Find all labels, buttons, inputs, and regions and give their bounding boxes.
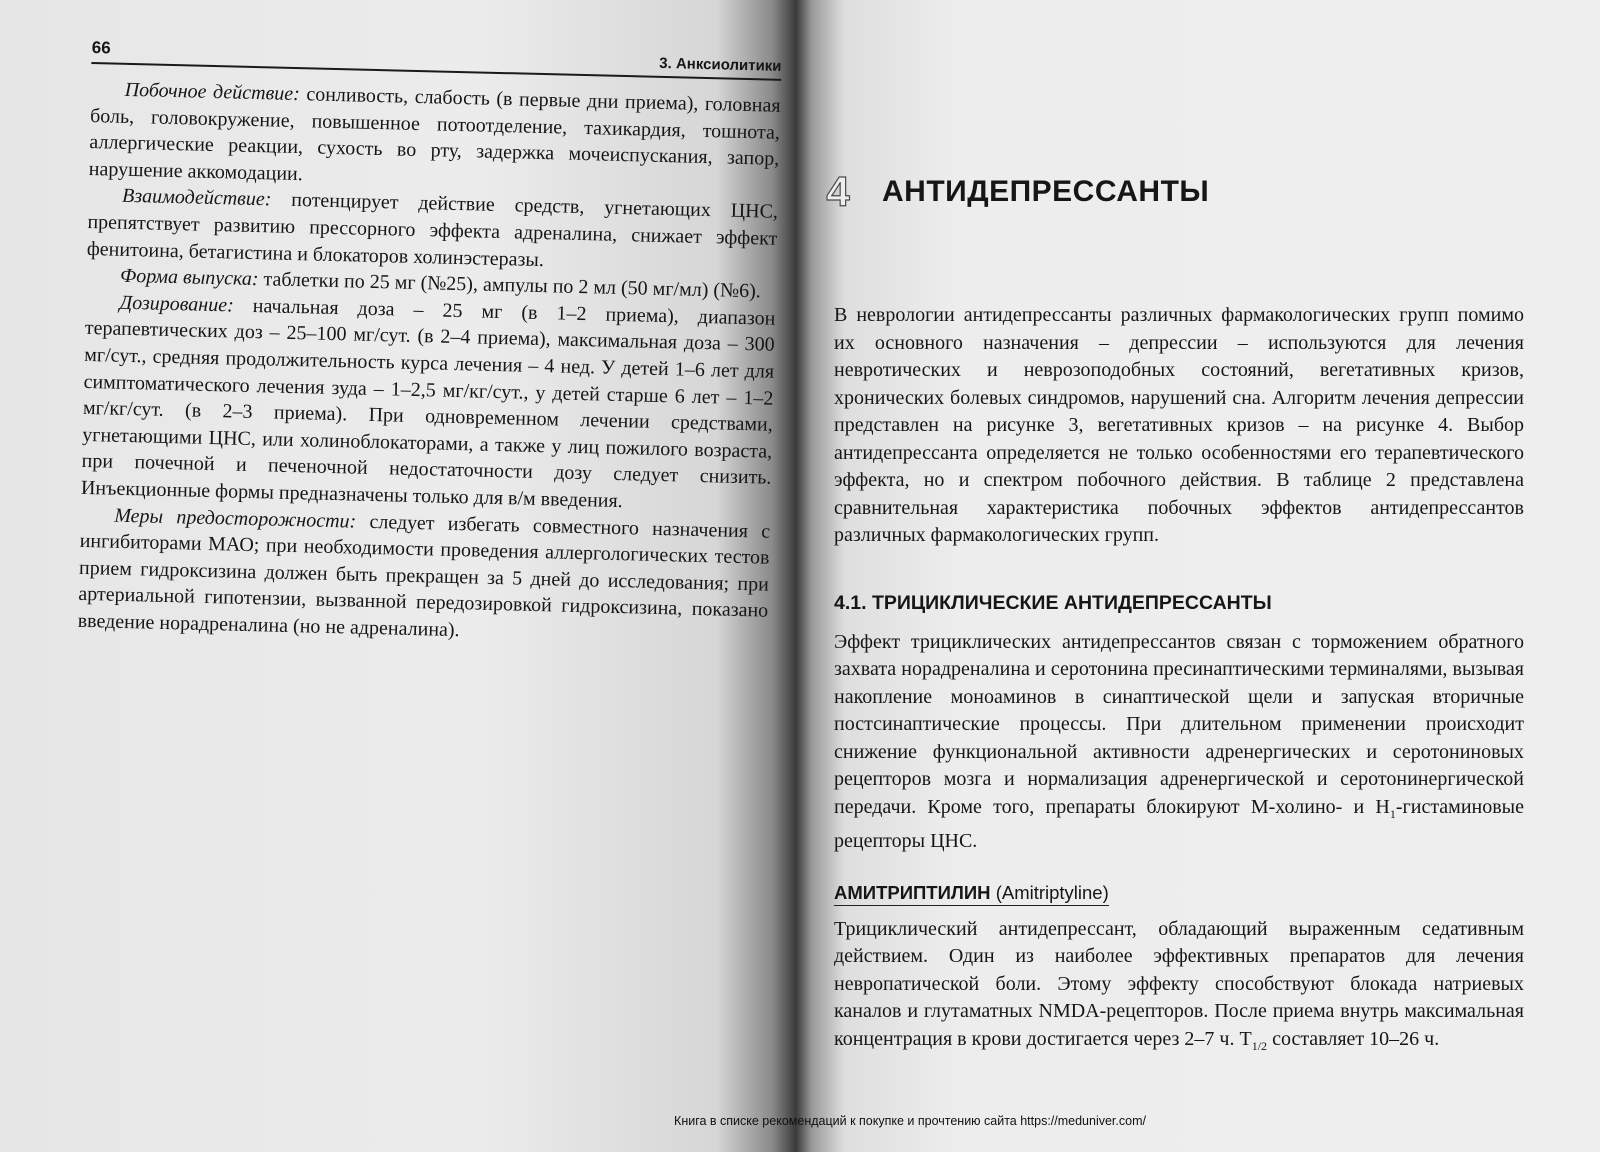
page-number: 66 — [91, 38, 111, 58]
section-title: 4.1. ТРИЦИКЛИЧЕСКИЕ АНТИДЕПРЕССАНТЫ — [834, 591, 1272, 614]
paragraph-label: Форма выпуска: — [119, 264, 259, 291]
left-page — [0, 0, 796, 1152]
section-text-part: -гистаминовые рецепторы ЦНС. — [834, 795, 1524, 852]
subscript: 1 — [1389, 806, 1396, 821]
running-head — [91, 38, 781, 81]
paragraph-label: Дозирование: — [119, 291, 235, 317]
chapter-title: АНТИДЕПРЕССАНТЫ — [882, 175, 1210, 208]
paragraph-label: Побочное действие: — [124, 78, 301, 106]
drug-text-part: Трициклический антидепрессант, обладающий выраженным седативным действием. Один из наиболее эффективных препаратов для лечения невропатической боли. Этому эффекту способствуют блокада натриевых каналов и глутаматных NMDA-рецепторов. После приема внутрь максимальная концентрация в крови достигается через 2–7 ч. Т — [834, 917, 1524, 1050]
section-text-part: Эффект трициклических антидепрессантов связан с торможением обратного захвата норадреналина и серотонина пресинаптическими терминалями, вызывая накопление моноаминов в синаптической щели и запуская вторичные постсинаптические процессы. При длительном применении происходит снижение функциональной активности адренергических и серотониновых рецепторов мозга и нормализация адренергической и серотонинергической передачи. Кроме того, препараты блокируют М-холино- и Н — [834, 630, 1524, 818]
right-page-content — [826, 168, 1524, 1060]
paragraph-text: сонливость, слабость (в первые дни приема), головная боль, головокружение, повышенное потоотделение, тахикардия, тошнота, аллергические реакции, сухость во рту, задержка мочеиспускания, запор, нарушение аккомодации. — [88, 83, 781, 185]
footer-note: Книга в списке рекомендаций к покупке и прочтению сайта https://meduniver.com/ — [674, 1114, 1146, 1128]
section-paragraph — [834, 629, 1524, 856]
chapter-number: 4 — [826, 168, 850, 215]
drug-text-part: составляет 10–26 ч. — [1267, 1027, 1440, 1050]
paragraph-side-effects — [88, 76, 780, 199]
drug-paragraph — [834, 916, 1524, 1061]
paragraph-text: потенцирует действие средств, угнетающих ЦНС, препятствует развитию прессорного эффекта адреналина, снижает эффект фенитоина, бетагистина и блокаторов холинэстеразы. — [86, 188, 779, 271]
paragraph-text: следует избегать совместного назначения с ингибиторами МАО; при необходимости проведения аллергологических тестов прием гидроксизина должен быть прекращен за 5 дней до исследования; при артериальной гипотензии, вызванной передозировкой гидроксизина, показано введение норадреналина (но не адреналина). — [77, 510, 771, 642]
drug-latin-name: (Amitriptyline) — [995, 881, 1109, 903]
paragraph-label: Взаимодействие: — [121, 185, 272, 211]
drug-heading — [834, 882, 1109, 906]
paragraph-label: Меры предосторожности: — [114, 504, 357, 533]
drug-name: АМИТРИПТИЛИН — [834, 881, 991, 903]
paragraph-dosage — [81, 289, 776, 519]
chapter-heading — [826, 168, 1524, 215]
paragraph-precautions — [77, 501, 770, 651]
paragraph-text: начальная доза – 25 мг (в 1–2 приема), диапазон терапевтических доз – 25–100 мг/сут. (в 2–4 приема), максимальная доза – 300 мг/сут., средняя продолжительность курса лечения – 4 нед. У детей 1–6 лет для симптоматического лечения зуда – 1–2,5 мг/кг/сут., у детей старше 6 лет – 1–2 мг/кг/сут. (в 2–3 приема). При одновременном лечении средствами, угнетающими ЦНС, или холиноблокаторами, а также у лиц пожилого возраста, при почечной и печеночной недостаточности дозу следует снизить. Инъекционные формы предназначены только для в/м введения. — [80, 294, 776, 513]
paragraph-text: таблетки по 25 мг (№25), ампулы по 2 мл (50 мг/мл) (№6). — [258, 268, 762, 303]
left-page-content — [77, 38, 781, 651]
chapter-label: 3. Анксиолитики — [659, 54, 782, 75]
intro-paragraph: В неврологии антидепрессанты различных фармакологических групп помимо их основного назначения – депрессии – используются для лечения невротических и неврозоподобных состояний, вегетативных кризов, хронических болевых синдромов, нарушений сна. Алгоритм лечения депрессии представлен на рисунке 3, вегетативных кризов – на рисунке 4. Выбор антидепрессанта определяется не только особенностями его терапевтического эффекта, но и спектром побочного действия. В таблице 2 представлена сравнительная характеристика побочных эффектов антидепрессантов различных фармакологических групп. — [834, 304, 1524, 546]
subscript: 1/2 — [1251, 1038, 1268, 1053]
